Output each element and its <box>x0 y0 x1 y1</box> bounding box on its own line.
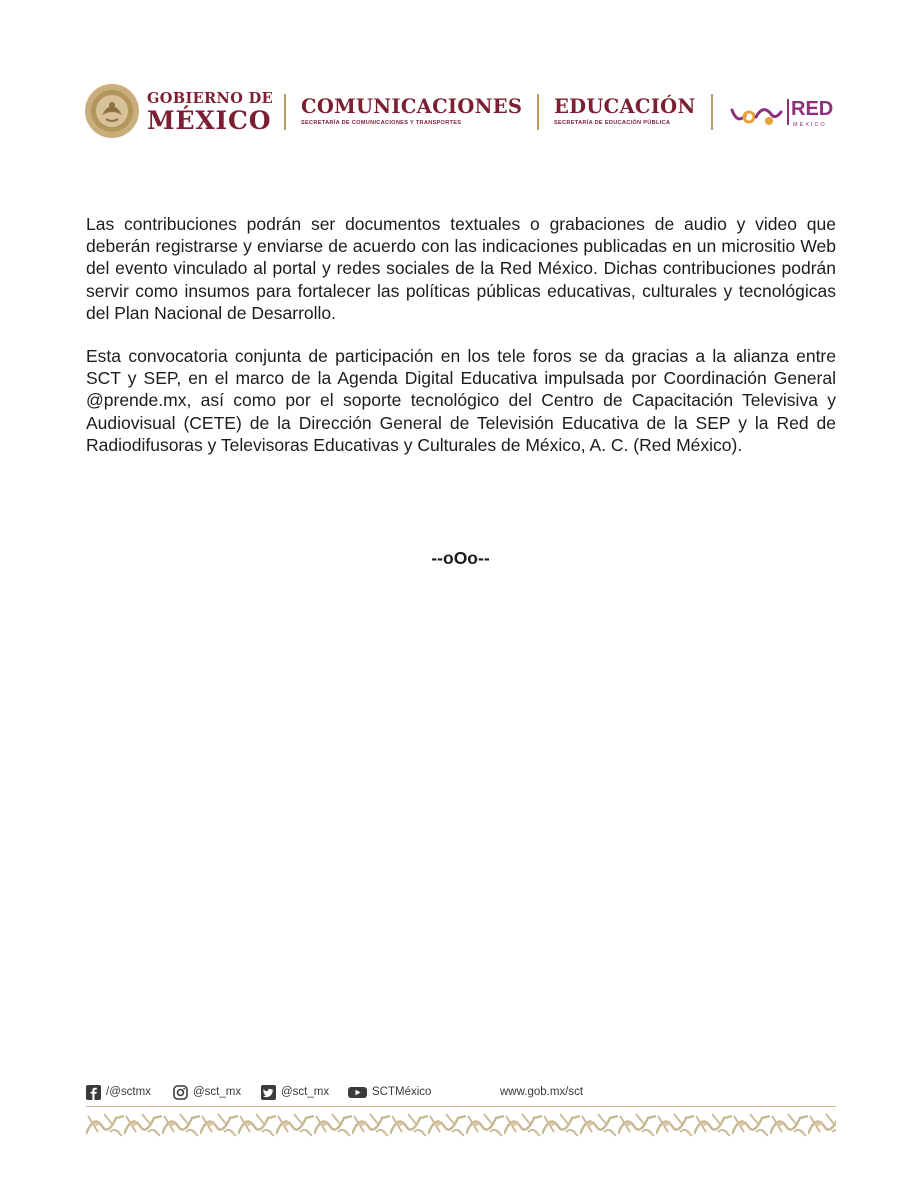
facebook-link[interactable] <box>86 1082 151 1102</box>
national-seal-icon <box>84 83 140 139</box>
website-link[interactable] <box>500 1082 583 1102</box>
document-body <box>86 213 836 477</box>
instagram-link[interactable] <box>173 1082 241 1102</box>
closing-mark: --oOo-- <box>431 548 490 568</box>
header-divider <box>711 94 713 130</box>
twitter-icon <box>261 1085 276 1100</box>
header-divider <box>537 94 539 130</box>
comunicaciones-wordmark <box>301 97 522 126</box>
instagram-icon <box>173 1085 188 1100</box>
comunicaciones-subtitle: SECRETARÍA DE COMUNICACIONES Y TRANSPORTES <box>301 119 462 126</box>
footer-social-bar <box>86 1082 836 1102</box>
paragraph-contributions: Las contribuciones podrán ser documentos textuales o grabaciones de audio y video que deberán registrarse y enviarse de acuerdo con las indicaciones publicadas en un micrositio Web del evento vinculado al portal y redes sociales de la Red México. Dichas contribuciones podrán servir como insumos para fortalecer las políticas públicas educativas, culturales y tecnológicas del Plan Nacional de Desarrollo. <box>86 214 836 323</box>
educacion-name: EDUCACIÓN <box>554 95 696 118</box>
gobierno-line1: GOBIERNO DE <box>147 90 274 107</box>
youtube-link[interactable] <box>348 1082 431 1102</box>
facebook-handle: /@sctmx <box>106 1086 151 1098</box>
red-divider <box>787 99 789 125</box>
youtube-icon <box>348 1085 367 1100</box>
letterhead <box>84 80 840 144</box>
twitter-handle: @sct_mx <box>281 1086 330 1098</box>
footer-rule <box>86 1106 836 1107</box>
educacion-wordmark <box>554 97 696 126</box>
gobierno-de-mexico-wordmark <box>147 92 273 133</box>
youtube-handle: SCTMéxico <box>372 1086 432 1098</box>
decorative-pattern-icon <box>86 1112 836 1138</box>
red-wordmark: RED <box>791 98 834 120</box>
comunicaciones-name: COMUNICACIONES <box>301 95 523 118</box>
red-subtitle: MÉXICO <box>793 122 827 128</box>
instagram-handle: @sct_mx <box>193 1086 242 1098</box>
educacion-subtitle: SECRETARÍA DE EDUCACIÓN PÚBLICA <box>554 119 671 126</box>
red-mexico-logo-icon <box>729 100 787 130</box>
gobierno-line2: MÉXICO <box>147 105 272 135</box>
header-divider <box>284 94 286 130</box>
facebook-icon <box>86 1085 101 1100</box>
paragraph-convocatoria: Esta convocatoria conjunta de participación en los tele foros se da gracias a la alianza entre SCT y SEP, en el marco de la Agenda Digital Educativa impulsada por Coordinación General @prende.mx, así como por el soporte tecnológico del Centro de Capacitación Televisiva y Audiovisual (CETE) de la Dirección General de Televisión Educativa de la SEP y la Red de Radiodifusoras y Televisoras Educativas y Culturales de México, A. C. (Red México). <box>86 346 836 455</box>
website-url: www.gob.mx/sct <box>500 1086 584 1098</box>
twitter-link[interactable] <box>261 1082 329 1102</box>
